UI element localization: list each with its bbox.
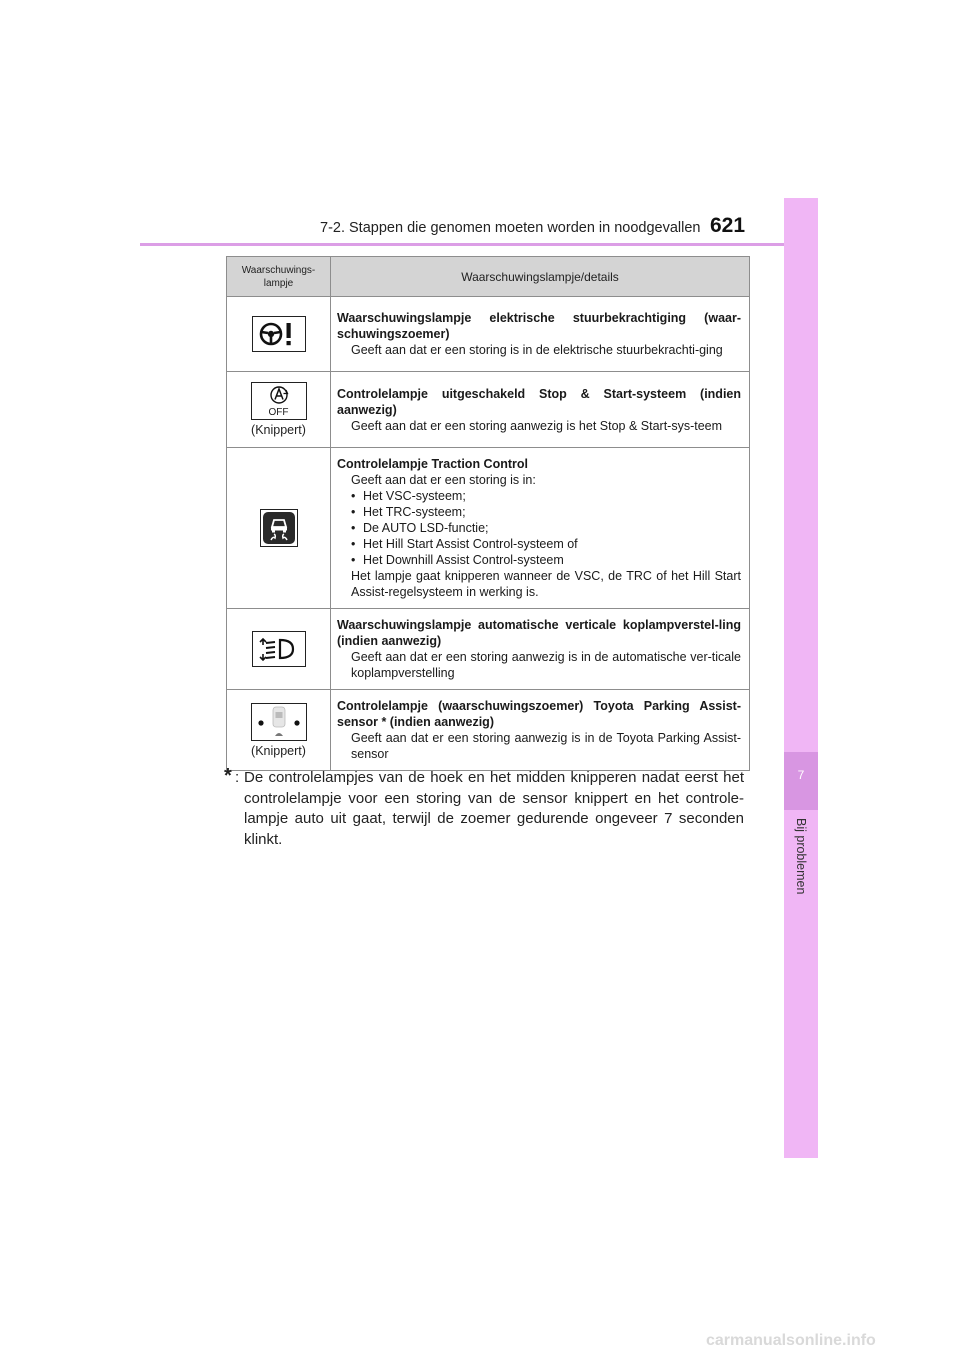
row-description: [331, 372, 750, 448]
row-body: Geeft aan dat er een storing aanwezig is in de Toyota Parking Assist-sensor: [351, 731, 741, 761]
row-body: Geeft aan dat er een storing is in:: [351, 473, 536, 487]
blink-note: (Knippert): [251, 423, 306, 437]
page-number: 621: [710, 214, 746, 237]
row-title: Waarschuwingslampje elektrische stuurbekrachtiging (waar-schuwingszoemer): [337, 311, 741, 341]
row-description: [331, 297, 750, 372]
system-list: [337, 488, 741, 568]
table-row: [227, 609, 750, 690]
list-item: • Het Downhill Assist Control-systeem: [351, 552, 741, 568]
stop-start-off-icon: [251, 382, 307, 420]
blink-note: (Knippert): [251, 743, 306, 758]
icon-cell: [227, 448, 331, 609]
warning-lights-table: [226, 256, 750, 771]
column-header-details: Waarschuwingslampje/details: [331, 257, 750, 297]
icon-cell: [227, 372, 331, 448]
icon-off-label: OFF: [268, 407, 289, 418]
header-rule: [140, 243, 818, 246]
row-title: Controlelampje (waarschuwingszoemer) Toyota Parking Assist-sensor * (indien aanwezig): [337, 699, 741, 729]
headlight-leveling-warning-icon: [252, 631, 306, 667]
parking-assist-sensor-icon: [251, 703, 307, 741]
row-body: Geeft aan dat er een storing is in de elektrische stuurbekrachti-ging: [351, 343, 723, 357]
page-header-title: 7-2. Stappen die genomen moeten worden in noodgevallen: [320, 220, 701, 236]
table-row: [227, 690, 750, 771]
row-body: Geeft aan dat er een storing aanwezig is het Stop & Start-sys-teem: [351, 418, 723, 433]
row-description: [331, 448, 750, 609]
icon-cell: [227, 297, 331, 372]
chapter-number: 7: [797, 768, 805, 782]
footnote-text: De controlelampjes van de hoek en het midden knipperen nadat eerst het controlelampje voor een storing van de sensor knippert en het controle-lampje auto uit gaat, terwijl de zoemer gedurende ongeveer 7 seconden klinkt.: [244, 769, 744, 848]
row-description: [331, 690, 750, 771]
chapter-side-tab[interactable]: [784, 198, 818, 1158]
row-title: Waarschuwingslampje automatische verticale koplampverstel-ling (indien aanwezig): [337, 618, 741, 648]
row-body-extra: Het lampje gaat knipperen wanneer de VSC, de TRC of het Hill Start Assist-regelsysteem in werking is.: [351, 569, 741, 599]
row-title: Controlelampje Traction Control: [337, 457, 528, 471]
list-item: • De AUTO LSD-functie;: [351, 520, 741, 536]
traction-control-icon: [260, 509, 298, 547]
list-item: • Het VSC-systeem;: [351, 488, 741, 504]
row-description: [331, 609, 750, 690]
table-row: [227, 297, 750, 372]
icon-cell: [227, 609, 331, 690]
chapter-label: Bij problemen: [794, 818, 808, 895]
footnote: [224, 765, 744, 850]
list-item: • Het Hill Start Assist Control-systeem of: [351, 536, 741, 552]
table-row: [227, 448, 750, 609]
power-steering-warning-icon: [252, 316, 306, 352]
watermark-text: carmanualsonline.info: [706, 1332, 876, 1349]
table-header-row: [227, 257, 750, 297]
footnote-asterisk: *: [224, 765, 232, 787]
column-header-lamp: Waarschuwings- lampje: [227, 257, 331, 297]
row-title: Controlelampje uitgeschakeld Stop & Start-systeem (indien aanwezig): [337, 386, 741, 417]
table-row: [227, 372, 750, 448]
footnote-colon: :: [235, 769, 240, 786]
list-item: • Het TRC-systeem;: [351, 504, 741, 520]
icon-cell: [227, 690, 331, 771]
row-body: Geeft aan dat er een storing aanwezig is in de automatische ver-ticale koplampverstelling: [351, 650, 741, 680]
